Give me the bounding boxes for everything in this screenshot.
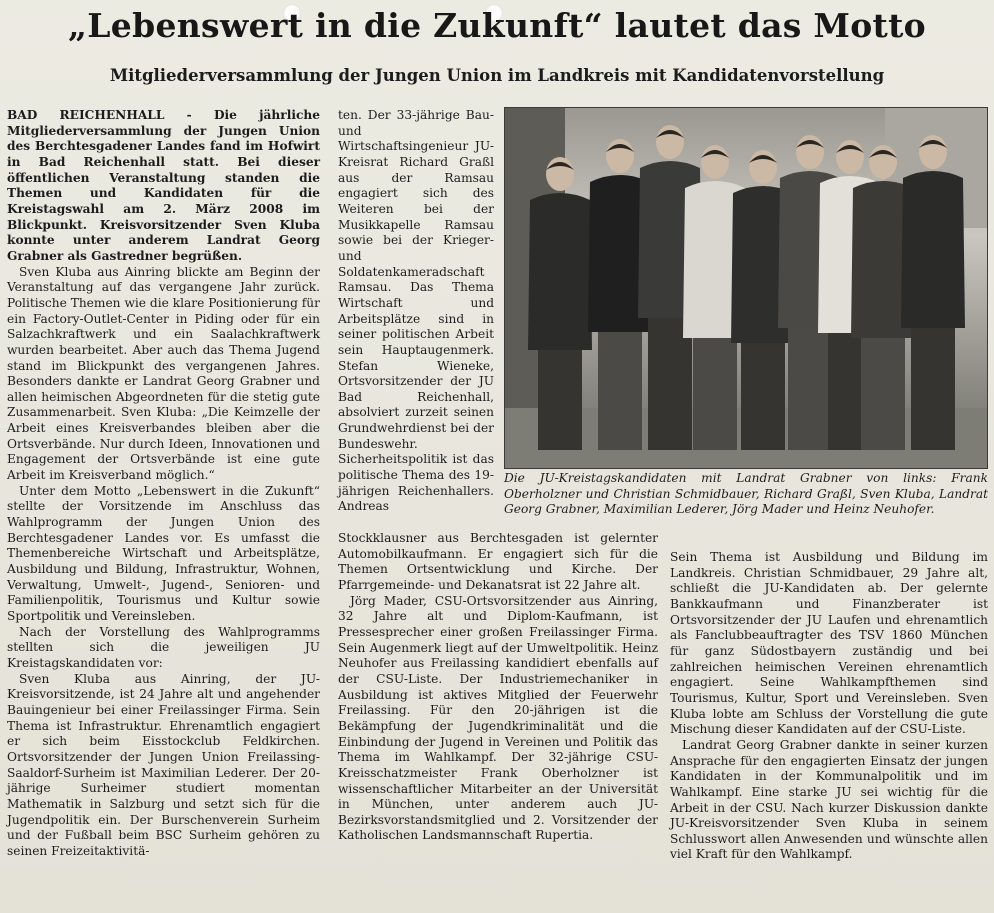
headline: „Lebenswert in die Zukunft“ lautet das Motto [68, 6, 926, 45]
body-paragraph: Stockklausner aus Berchtesgaden ist gelernter Automobilkaufmann. Er engagiert sich für die Themen Ortsentwicklung und Kirche. Der Pfarrgemeinde- und Dekanatsrat ist 22 Jahre alt. [338, 531, 658, 592]
article-column-1 [7, 108, 320, 860]
lead-paragraph [7, 108, 320, 265]
photo-caption: Die JU-Kreistagskandidaten mit Landrat Grabner von links: Frank Oberholzner und Christian Schmidbauer, Richard Graßl, Sven Kluba, Landrat Georg Grabner, Maximilian Lederer, Jörg Mader und Heinz Neuhofer. [504, 471, 988, 517]
body-paragraph: Jörg Mader, CSU-Ortsvorsitzender aus Ainring, 32 Jahre alt und Diplom-Kaufmann, ist Pressesprecher einer großen Freilassinger Firma. Sein Augenmerk liegt auf der Umweltpolitik. Heinz Neuhofer aus Freilassing kandidiert ebenfalls auf der CSU-Liste. Der Industriemechaniker in Ausbildung ist aktives Mitglied der Feuerwehr Freilassing. Für den 20-jährigen ist die Bekämpfung der Jugendkriminalität und die Einbindung der Jugend in Vereinen und Politik das Thema im Wahlkampf. Der 32-jährige CSU-Kreisschatzmeister Frank Oberholzner ist wissenschaftlicher Mitarbeiter an der Universität in München, unter anderem auch JU-Bezirksvorstandsmitglied und 2. Vorsitzender der Katholischen Landsmannschaft Rupertia. [338, 593, 658, 843]
body-paragraph: Sven Kluba aus Ainring, der JU-Kreisvorsitzende, ist 24 Jahre alt und angehender Bauingenieur bei einer Freilassinger Firma. Sein Thema ist Infrastruktur. Ehrenamtlich engagiert er sich beim Eisstockclub Feldkirchen. Ortsvorsitzender der Jungen Union Freilassing-Saaldorf-Surheim ist Maximilian Lederer. Der 20-jährige Surheimer studiert momentan Mathematik in Salzburg und setzt sich für die Jugendpolitik ein. Der Burschenverein Surheim und der Fußball beim BSC Surheim gehören zu seinen Freizeitaktivitä- [7, 671, 320, 858]
group-photo [504, 107, 988, 469]
article-column-4 [670, 550, 988, 863]
body-paragraph: Unter dem Motto „Lebenswert in die Zukunft“ stellte der Vorsitzende im Anschluss das Wahlprogramm der Jungen Union des Berchtesgadener Landes vor. Es umfasst die Themenbereiche Wirtschaft und Arbeitsplätze, Ausbildung und Bildung, Infrastruktur, Wohnen, Verwaltung, Umwelt-, Jugend-, Senioren- und Familienpolitik, Tourismus und Kultur sowie Sportpolitik und Vereinsleben. [7, 483, 320, 623]
body-paragraph: Sven Kluba aus Ainring blickte am Beginn der Veranstaltung auf das vergangene Jahr zurück. Politische Themen wie die klare Positionierung für ein Factory-Outlet-Center in Piding oder für ein Salzachkraftwerk und ein Saalachkraftwerk wurden bearbeitet. Aber auch das Thema Jugend stand im Blickpunkt des vergangenen Jahres. Besonders dankte er Landrat Georg Grabner und allen heimischen Abgeordneten für die stetig gute Zusammenarbeit. Sven Kluba: „Die Keimzelle der Arbeit eines Kreisverbandes bleiben aber die Ortsverbände. Nur durch Ideen, Innovationen und Engagement der Ortsverbände ist eine gute Arbeit im Kreisverband möglich.“ [7, 264, 320, 483]
body-paragraph: Nach der Vorstellung des Wahlprogramms stellten sich die jeweiligen JU Kreistagskandidaten vor: [7, 624, 320, 670]
dateline: BAD REICHENHALL - [7, 108, 192, 122]
lead-text: Die jährliche Mitgliederversammlung der Jungen Union des Berchtesgadener Landes fand im Hofwirt in Bad Reichenhall statt. Bei dieser öffentlichen Veranstaltung standen die Themen und Kandidaten für die Kreistagswahl am 2. März 2008 im Blickpunkt. Kreisvorsitzender Sven Kluba konnte unter anderem Landrat Georg Grabner als Gastredner begrüßen. [7, 108, 321, 263]
article-column-3 [338, 531, 658, 844]
article-column-2 [338, 108, 494, 515]
subheadline: Mitgliederversammlung der Jungen Union im Landkreis mit Kandidatenvorstellung [109, 66, 885, 85]
body-paragraph: ten. Der 33-jährige Bau- und Wirtschaftsingenieur JU-Kreisrat Richard Graßl aus der Ramsau engagiert sich des Weiteren bei der Musikkapelle Ramsau sowie bei der Krieger- und Soldatenkameradschaft Ramsau. Das Thema Wirtschaft und Arbeitsplätze sind in seiner politischen Arbeit sein Hauptaugenmerk. Stefan Wieneke, Ortsvorsitzender der JU Bad Reichenhall, absolviert zurzeit seinen Grundwehrdienst bei der Bundeswehr. Sicherheitspolitik ist das politische Thema des 19-jährigen Reichenhallers. Andreas [338, 108, 494, 514]
body-paragraph: Sein Thema ist Ausbildung und Bildung im Landkreis. Christian Schmidbauer, 29 Jahre alt, schließt die JU-Kandidaten ab. Der gelernte Bankkaufmann und Finanzberater ist Ortsvorsitzender der JU Laufen und ehrenamtlich als Fanclubbeauftragter des TSV 1860 München für ganz Südostbayern zuständig und bei zahlreichen heimischen Vereinen ehrenamtlich engagiert. Seine Wahlkampfthemen sind Tourismus, Kultur, Sport und Vereinsleben. Sven Kluba lobte am Schluss der Vorstellung die gute Mischung dieser Kandidaten auf der CSU-Liste. [670, 550, 988, 737]
photo-illustration [505, 108, 987, 468]
body-paragraph: Landrat Georg Grabner dankte in seiner kurzen Ansprache für den engagierten Einsatz der jungen Kandidaten in der Kommunalpolitik und im Wahlkampf. Eine starke JU sei wichtig für die Arbeit in der CSU. Nach kurzer Diskussion dankte JU-Kreisvorsitzender Sven Kluba in seinem Schlusswort allen Anwesenden und wünschte allen viel Kraft für den Wahlkampf. [670, 737, 988, 862]
